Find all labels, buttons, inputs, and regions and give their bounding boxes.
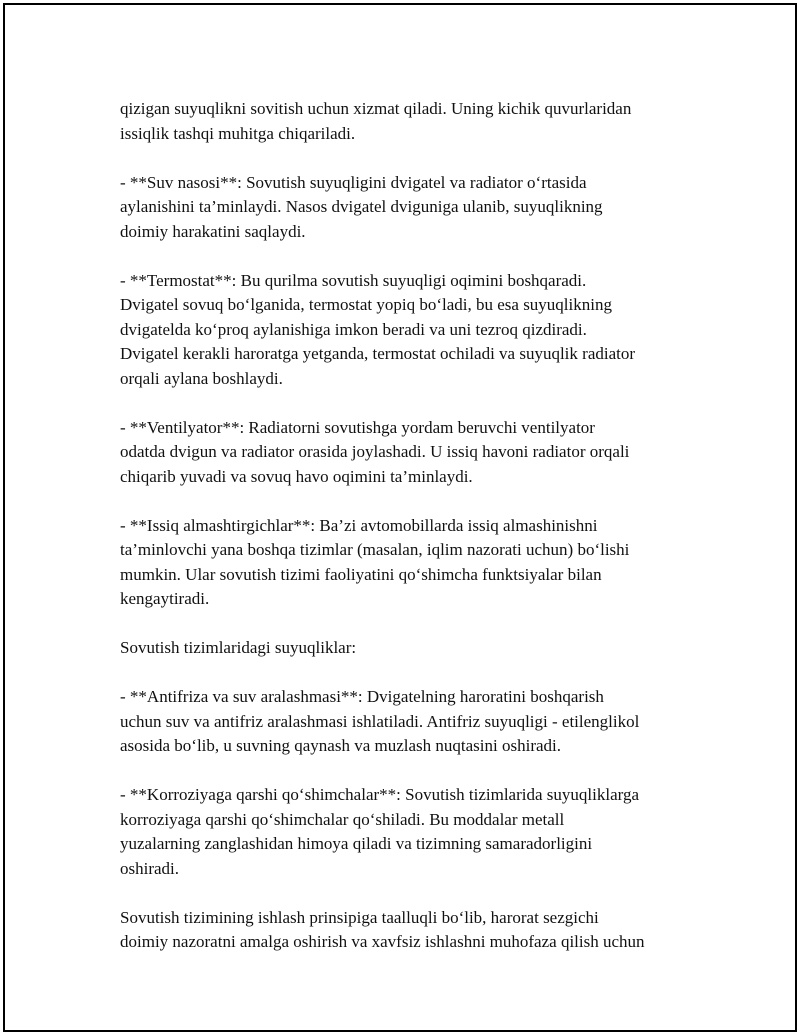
paragraph-fluids-heading: [120, 636, 705, 661]
text-line: - **Korroziyaga qarshi qo‘shimchalar**: Sovutish tizimlarida suyuqliklarga: [120, 785, 640, 804]
text-line: odatda dvigun va radiator orasida joylashadi. U issiq havoni radiator orqali: [120, 442, 630, 461]
text-line: mumkin. Ular sovutish tizimi faoliyatini qo‘shimcha funktsiyalar bilan: [120, 564, 602, 584]
text-line: Sovutish tizimlaridagi suyuqliklar:: [120, 638, 357, 657]
text-line: kengaytiradi.: [120, 589, 210, 608]
text-line: issiqlik tashqi muhitga chiqariladi.: [120, 123, 356, 143]
text-line: chiqarib yuvadi va sovuq havo oqimini ta’minlaydi.: [120, 466, 473, 486]
text-line: dvigatelda ko‘proq aylanishiga imkon beradi va uni tezroq qizdiradi.: [120, 319, 587, 339]
text-line: aylanishini ta’minlaydi. Nasos dvigatel dviguniga ulanib, suyuqlikning: [120, 197, 603, 216]
text-line: - **Antifriza va suv aralashmasi**: Dvigatelning haroratini boshqarish: [120, 687, 604, 706]
text-line: uchun suv va antifriz aralashmasi ishlatiladi. Antifriz suyuqligi - etilenglikol: [120, 711, 640, 731]
text-line: doimiy harakatini saqlaydi.: [120, 221, 306, 241]
document-page: [3, 3, 797, 1032]
text-line: - **Ventilyator**: Radiatorni sovutishga yordam beruvchi ventilyator: [120, 417, 595, 437]
text-line: - **Termostat**: Bu qurilma sovutish suyuqligi oqimini boshqaradi.: [120, 270, 587, 290]
text-line: ta’minlovchi yana boshqa tizimlar (masalan, iqlim nazorati uchun) bo‘lishi: [120, 540, 630, 559]
paragraph-water-pump: [120, 171, 705, 245]
text-line: - **Issiq almashtirgichlar**: Ba’zi avtomobillarda issiq almashinishni: [120, 515, 598, 535]
paragraph-thermostat: [120, 269, 705, 392]
text-line: qizigan suyuqlikni sovitish uchun xizmat qiladi. Uning kichik quvurlaridan: [120, 99, 632, 118]
paragraph-antifreeze: [120, 685, 705, 759]
paragraph-radiator-continuation: [120, 97, 705, 146]
text-line: - **Suv nasosi**: Sovutish suyuqligini dvigatel va radiator o‘rtasida: [120, 172, 587, 192]
text-line: Dvigatel sovuq bo‘lganida, termostat yopiq bo‘ladi, bu esa suyuqlikning: [120, 295, 612, 314]
text-line: oshiradi.: [120, 858, 180, 878]
text-line: orqali aylana boshlaydi.: [120, 368, 283, 388]
text-line: Dvigatel kerakli haroratga yetganda, termostat ochiladi va suyuqlik radiator: [120, 344, 636, 363]
paragraph-anticorrosion: [120, 783, 705, 881]
document-body: [120, 97, 705, 979]
paragraph-heat-exchangers: [120, 514, 705, 612]
paragraph-operating-principle: [120, 906, 705, 955]
paragraph-fan: [120, 416, 705, 490]
text-line: yuzalarning zanglashidan himoya qiladi va tizimning samaradorligini: [120, 834, 593, 853]
text-line: asosida bo‘lib, u suvning qaynash va muzlash nuqtasini oshiradi.: [120, 736, 561, 755]
text-line: doimiy nazoratni amalga oshirish va xavfsiz ishlashni muhofaza qilish uchun: [120, 932, 645, 951]
text-line: Sovutish tizimining ishlash prinsipiga taalluqli bo‘lib, harorat sezgichi: [120, 907, 599, 927]
text-line: korroziyaga qarshi qo‘shimchalar qo‘shiladi. Bu moddalar metall: [120, 809, 565, 829]
